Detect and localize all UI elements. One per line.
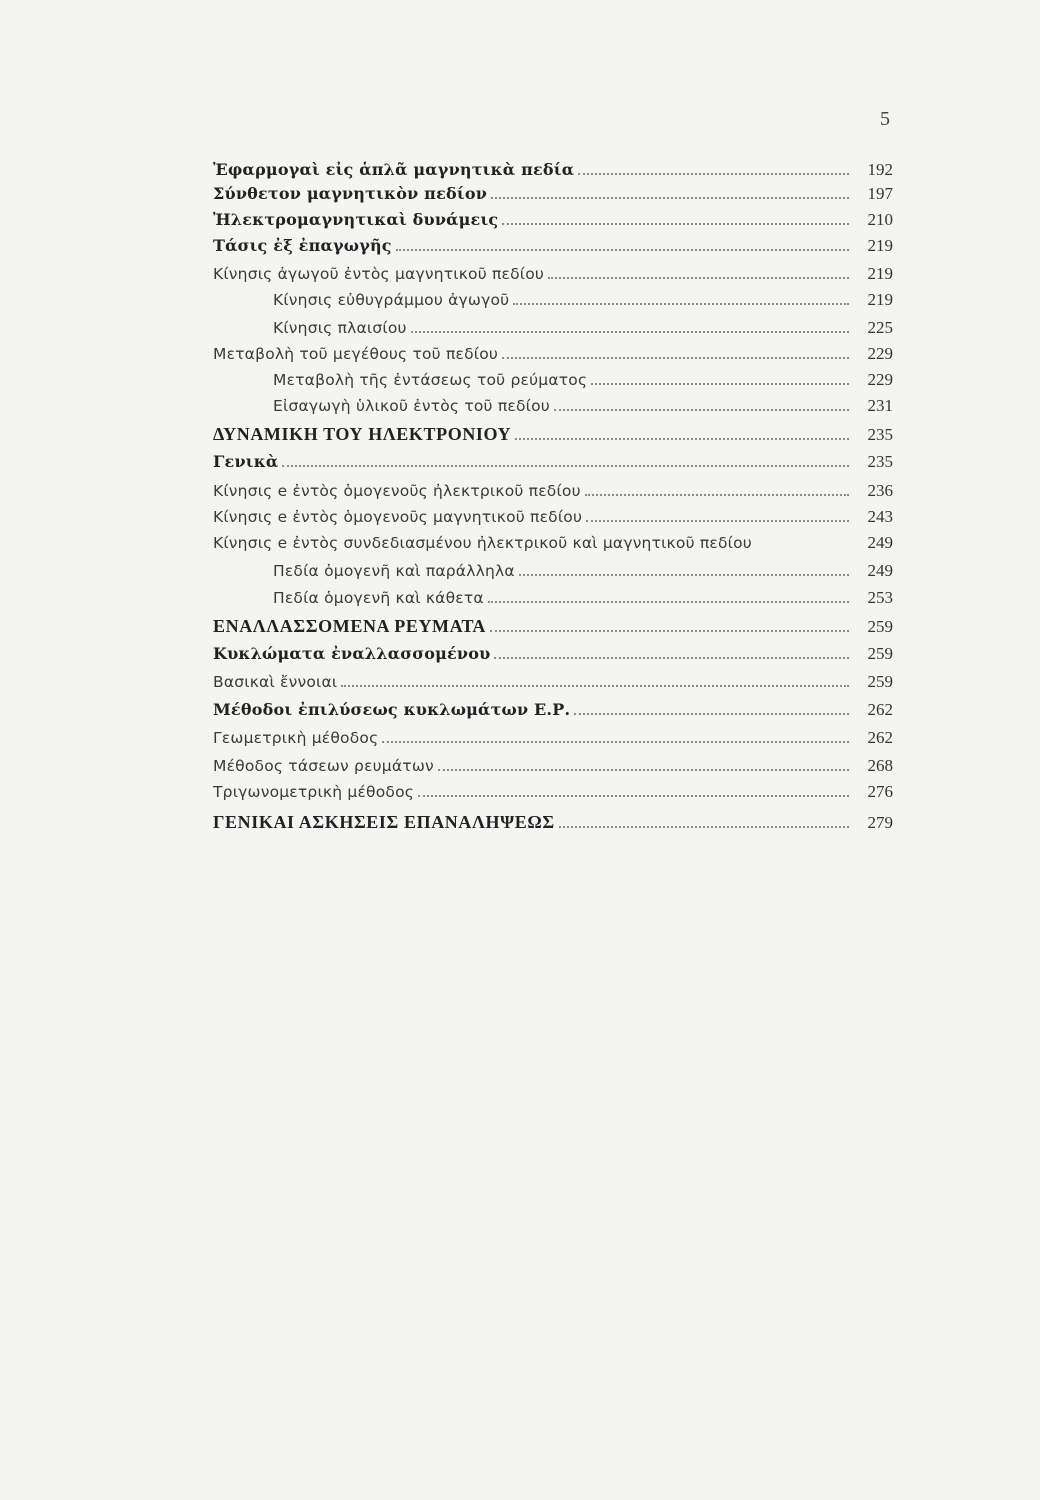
toc-entry bbox=[213, 728, 893, 754]
toc-dot-leader bbox=[554, 409, 849, 411]
toc-dot-leader bbox=[513, 303, 849, 305]
toc-entry-page: 219 bbox=[867, 236, 893, 255]
toc-entry-page: 235 bbox=[867, 452, 893, 471]
page-number: 5 bbox=[880, 108, 890, 130]
toc-entry-page: 262 bbox=[867, 700, 893, 719]
toc-dot-leader bbox=[282, 465, 849, 467]
toc-entry-page: 235 bbox=[867, 425, 893, 444]
toc-entry bbox=[213, 452, 893, 478]
toc-entry-page: 249 bbox=[867, 533, 893, 552]
toc-entry bbox=[273, 396, 893, 422]
toc-entry bbox=[213, 644, 893, 670]
toc-entry-title: Γεωμετρικὴ μέθοδος bbox=[213, 729, 379, 747]
toc-dot-leader bbox=[515, 438, 849, 440]
toc-dot-leader bbox=[591, 383, 849, 385]
toc-dot-leader bbox=[491, 197, 849, 199]
toc-entry-page: 268 bbox=[867, 756, 893, 775]
toc-entry-page: 236 bbox=[867, 481, 893, 500]
toc-entry bbox=[213, 184, 893, 210]
toc-entry bbox=[273, 318, 893, 344]
toc-entry-title: Τριγωνομετρικὴ μέθοδος bbox=[213, 783, 415, 801]
toc-dot-leader bbox=[490, 630, 849, 632]
toc-entry bbox=[273, 370, 893, 396]
toc-entry bbox=[213, 507, 893, 533]
toc-entry bbox=[213, 424, 893, 450]
toc-entry bbox=[273, 588, 893, 614]
toc-dot-leader bbox=[396, 249, 849, 251]
toc-entry-page: 197 bbox=[867, 184, 893, 203]
toc-dot-leader bbox=[585, 494, 849, 496]
toc-entry bbox=[213, 210, 893, 236]
toc-entry bbox=[213, 533, 893, 559]
toc-entry bbox=[213, 812, 893, 838]
toc-dot-leader bbox=[382, 741, 849, 743]
toc-entry-page: 259 bbox=[867, 644, 893, 663]
toc-entry-page: 262 bbox=[867, 728, 893, 747]
toc-entry-page: 259 bbox=[867, 672, 893, 691]
toc-entry-title: Κίνησις ἀγωγοῦ ἐντὸς μαγνητικοῦ πεδίου bbox=[213, 265, 545, 283]
toc-entry-page: 253 bbox=[867, 588, 893, 607]
toc-dot-leader bbox=[418, 795, 849, 797]
toc-entry-title: Ἐφαρμογαὶ εἰς ἁπλᾶ μαγνητικὰ πεδία bbox=[213, 160, 575, 179]
toc-dot-leader bbox=[586, 520, 849, 522]
toc-entry-title: Ἠλεκτρομαγνητικαὶ δυνάμεις bbox=[213, 210, 499, 229]
toc-entry-title: ΓΕΝΙΚΑΙ ΑΣΚΗΣΕΙΣ ΕΠΑΝΑΛΗΨΕΩΣ bbox=[213, 812, 555, 832]
toc-dot-leader bbox=[559, 826, 849, 828]
toc-entry bbox=[213, 236, 893, 262]
toc-entry bbox=[213, 344, 893, 370]
toc-entry-title: Βασικαὶ ἔννοιαι bbox=[213, 673, 338, 691]
toc-entry-title: Μεταβολὴ τοῦ μεγέθους τοῦ πεδίου bbox=[213, 345, 499, 363]
toc-entry-title: ΕΝΑΛΛΑΣΣΟΜΕΝΑ ΡΕΥΜΑΤΑ bbox=[213, 616, 486, 636]
toc-entry bbox=[213, 782, 893, 808]
toc-entry-page: 259 bbox=[867, 617, 893, 636]
toc-entry-title: Κίνησις e ἐντὸς ὁμογενοῦς μαγνητικοῦ πεδίου bbox=[213, 508, 583, 526]
toc-entry bbox=[213, 672, 893, 698]
toc-entry-page: 225 bbox=[867, 318, 893, 337]
toc-dot-leader bbox=[341, 685, 849, 687]
toc-entry bbox=[213, 481, 893, 507]
toc-dot-leader bbox=[438, 769, 849, 771]
toc-entry bbox=[213, 264, 893, 290]
toc-dot-leader bbox=[502, 357, 849, 359]
toc-entry-title: ΔΥΝΑΜΙΚΗ ΤΟΥ ΗΛΕΚΤΡΟΝΙΟΥ bbox=[213, 424, 512, 444]
toc-entry-page: 210 bbox=[867, 210, 893, 229]
toc-entry-title: Πεδία ὁμογενῆ καὶ κάθετα bbox=[273, 589, 484, 607]
toc-entry-page: 192 bbox=[867, 160, 893, 179]
toc-entry-title: Μέθοδος τάσεων ρευμάτων bbox=[213, 757, 434, 775]
toc-dot-leader bbox=[411, 331, 849, 333]
toc-entry-page: 219 bbox=[867, 264, 893, 283]
toc-dot-leader bbox=[548, 277, 849, 279]
toc-entry-page: 229 bbox=[867, 370, 893, 389]
toc-entry bbox=[213, 700, 893, 726]
toc-entry-title: Κίνησις e ἐντὸς ὁμογενοῦς ἠλεκτρικοῦ πεδίου bbox=[213, 482, 581, 500]
toc-entry-page: 231 bbox=[867, 396, 893, 415]
toc-entry bbox=[213, 160, 893, 186]
toc-entry-page: 276 bbox=[867, 782, 893, 801]
toc-entry-page: 219 bbox=[867, 290, 893, 309]
toc-entry-page: 229 bbox=[867, 344, 893, 363]
toc-entry-page: 279 bbox=[867, 813, 893, 832]
toc-entry-title: Σύνθετον μαγνητικὸν πεδίον bbox=[213, 184, 488, 203]
toc-entry-title: Εἰσαγωγὴ ὑλικοῦ ἐντὸς τοῦ πεδίου bbox=[273, 397, 550, 415]
toc-entry bbox=[273, 561, 893, 587]
toc-entry-title: Κίνησις e ἐντὸς συνδεδιασμένου ἠλεκτρικοῦ καὶ μαγνητικοῦ πεδίου bbox=[213, 534, 752, 552]
toc-entry-page: 243 bbox=[867, 507, 893, 526]
toc-entry-title: Κυκλώματα ἐναλλασσομένου bbox=[213, 644, 491, 663]
toc-entry-title: Κίνησις εὐθυγράμμου ἀγωγοῦ bbox=[273, 291, 510, 309]
toc-dot-leader bbox=[494, 657, 849, 659]
toc-entry bbox=[213, 756, 893, 782]
toc-dot-leader bbox=[578, 173, 849, 175]
toc-entry bbox=[273, 290, 893, 316]
toc-entry-title: Γενικὰ bbox=[213, 452, 279, 471]
toc-dot-leader bbox=[574, 713, 849, 715]
toc-entry bbox=[213, 616, 893, 642]
toc-entry-title: Τάσις ἐξ ἐπαγωγῆς bbox=[213, 236, 392, 255]
toc-entry-page: 249 bbox=[867, 561, 893, 580]
toc-dot-leader bbox=[488, 601, 849, 603]
toc-dot-leader bbox=[519, 574, 849, 576]
toc-entry-title: Πεδία ὁμογενῆ καὶ παράλληλα bbox=[273, 562, 515, 580]
toc-entry-title: Κίνησις πλαισίου bbox=[273, 319, 407, 337]
toc-entry-title: Μεταβολὴ τῆς ἐντάσεως τοῦ ρεύματος bbox=[273, 371, 588, 389]
toc-entry-title: Μέθοδοι ἐπιλύσεως κυκλωμάτων Ε.Ρ. bbox=[213, 700, 571, 719]
toc-dot-leader bbox=[502, 223, 849, 225]
